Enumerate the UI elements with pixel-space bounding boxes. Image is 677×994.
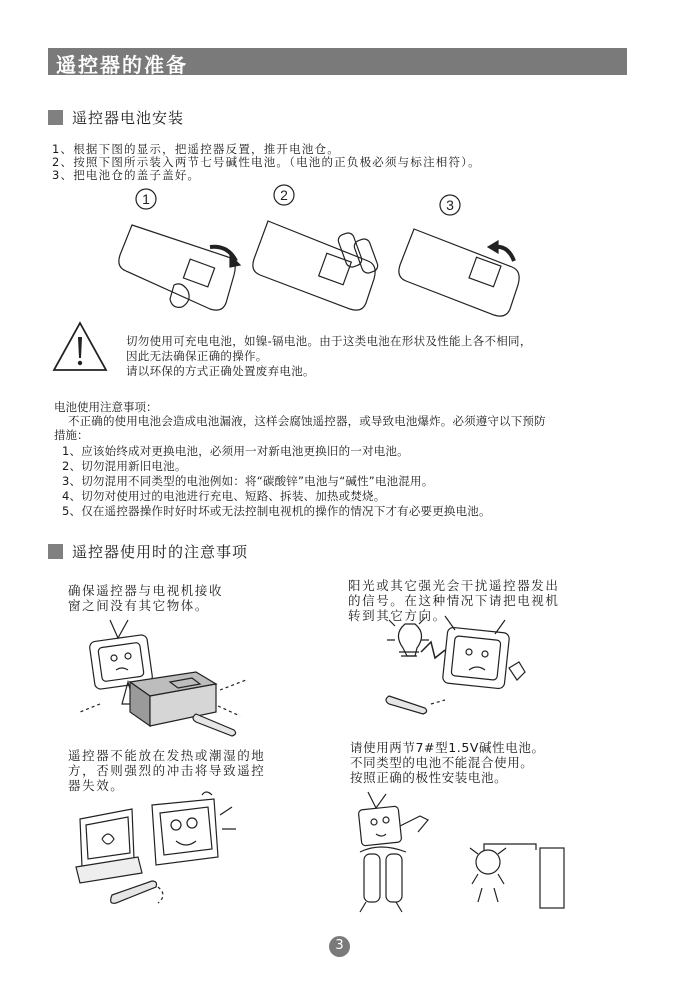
light-bulb-icon <box>398 624 421 656</box>
caption-heat-line-1: 遥控器不能放在发热或潮湿的地 <box>68 748 266 763</box>
battery-compartment-2 <box>319 253 352 284</box>
obstacle-tv-illustration <box>70 612 270 737</box>
caption-sunlight-line-2: 的信号。在这种情况下请把电视机 <box>348 593 560 608</box>
section-heading-text: 遥控器电池安装 <box>72 109 185 127</box>
step-1: 1、根据下图的显示，把遥控器反置，推开电池仓。 <box>52 142 340 156</box>
battery-cover-1 <box>183 259 214 287</box>
battery-install-illustration <box>110 185 610 320</box>
notes-item-1: 1、应该始终成对更换电池，必须用一对新电池更换旧的一对电池。 <box>62 444 409 458</box>
warning-triangle-icon <box>52 320 108 372</box>
notes-item-3: 3、切勿混用不同类型的电池例如：将“碳酸锌”电池与“碱性”电池混用。 <box>62 474 434 488</box>
caption-sunlight-line-1: 阳光或其它强光会干扰遥控器发出 <box>348 578 560 593</box>
caption-battery-line-2: 不同类型的电池不能混合使用。 <box>350 755 534 770</box>
figure-number-1: 1 <box>142 191 150 207</box>
page-title: 遥控器的准备 <box>56 53 188 77</box>
notes-title: 电池使用注意事项： <box>54 400 158 414</box>
caption-heat-line-2: 方，否则强烈的冲击将导致遥控 <box>68 763 266 778</box>
notes-item-4: 4、切勿对使用过的电池进行充电、短路、拆装、加热或焚烧。 <box>62 489 386 503</box>
notes-item-5: 5、仅在遥控器操作时好时坏或无法控制电视机的操作的情况下才有必要更换电池。 <box>62 504 491 518</box>
warning-line-1: 切勿使用可充电电池，如镍-镉电池。由于这类电池在形状及性能上各不相同， <box>126 334 532 348</box>
battery-characters-illustration <box>350 792 580 917</box>
caption-heat-line-3: 器失效。 <box>68 778 125 793</box>
remote-1-body <box>119 225 235 310</box>
notes-intro-1: 不正确的使用电池会造成电池漏液，这样会腐蚀遥控器，或导致电池爆炸。必须遵守以下预防 <box>68 414 546 428</box>
section-heading-text: 遥控器使用时的注意事项 <box>72 543 249 561</box>
step-2: 2、按照下图所示装入两节七号碱性电池。（电池的正负极必须与标注相符）。 <box>52 155 481 169</box>
step-3: 3、把电池仓的盖子盖好。 <box>52 168 201 182</box>
battery-cover-3 <box>469 257 501 287</box>
caption-battery-line-3: 按照正确的极性安装电池。 <box>350 770 508 785</box>
arrow-3-head <box>488 241 498 253</box>
page-title-bar <box>48 48 627 75</box>
heat-humidity-tv-illustration <box>72 795 272 910</box>
caption-obstacle-line-2: 窗之间没有其它物体。 <box>68 598 210 613</box>
warning-line-3: 请以环保的方式正确处置废弃电池。 <box>126 364 315 378</box>
caption-battery-line-1: 请使用两节7#型1.5V碱性电池。 <box>350 740 545 755</box>
section-heading-usage-precautions <box>48 542 368 562</box>
warning-line-2: 因此无法确保正确的操作。 <box>126 349 268 363</box>
notes-item-2: 2、切勿混用新旧电池。 <box>62 459 187 473</box>
section-heading-battery-install <box>48 108 348 128</box>
section-marker <box>48 110 63 125</box>
page-number-badge <box>329 936 350 957</box>
remote-3-body <box>399 229 519 316</box>
caption-obstacle-line-1: 确保遥控器与电视机接收 <box>68 583 224 598</box>
figure-number-3: 3 <box>446 197 454 213</box>
caption-sunlight-line-3: 转到其它方向。 <box>348 608 447 623</box>
figure-number-2: 2 <box>280 187 288 203</box>
page-number: 3 <box>335 938 344 953</box>
section-marker <box>48 544 63 559</box>
notes-intro-2: 措施： <box>54 428 89 442</box>
sunlight-tv-illustration <box>385 612 545 717</box>
